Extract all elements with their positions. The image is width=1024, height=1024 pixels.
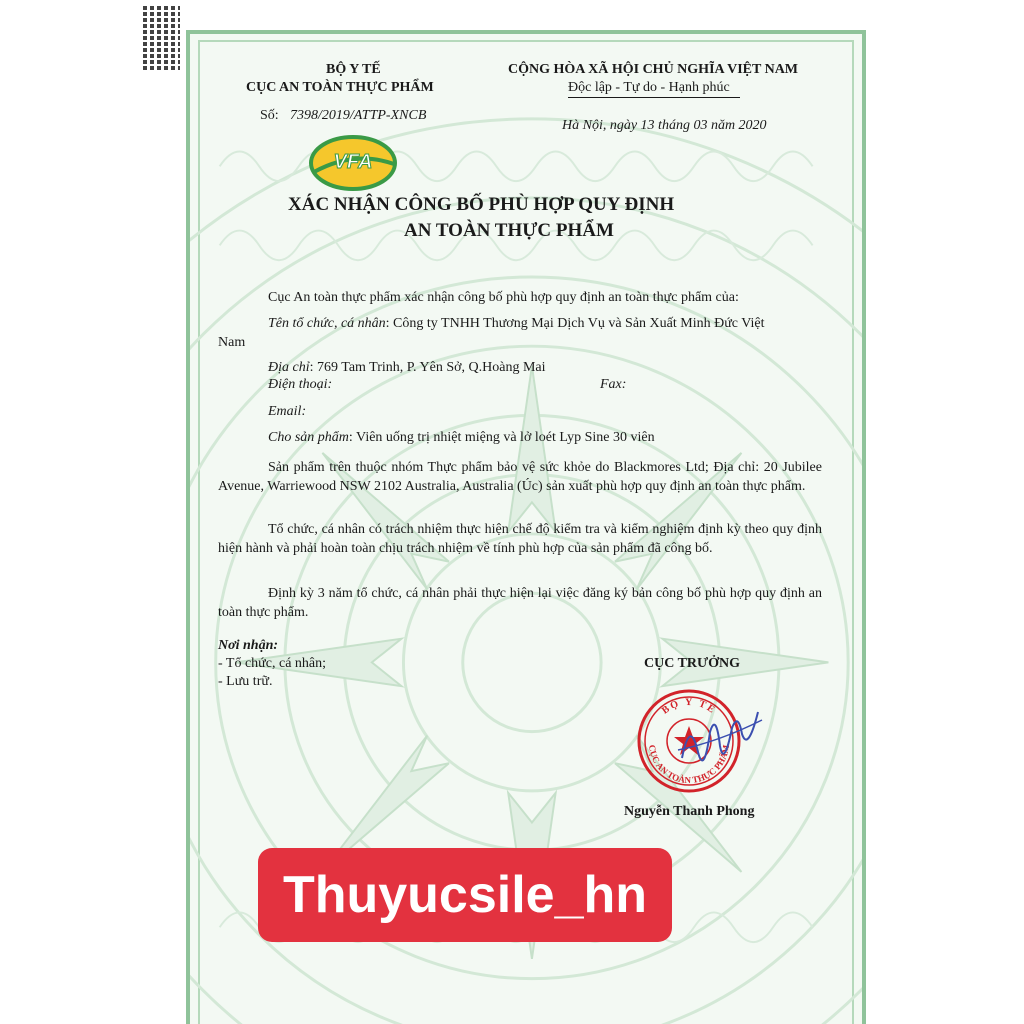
- country-name: CỘNG HÒA XÃ HỘI CHỦ NGHĨA VIỆT NAM: [508, 62, 799, 77]
- recipient-item: - Tổ chức, cá nhân;: [218, 656, 327, 671]
- address-line: [268, 360, 546, 376]
- stamp-top-text: BỘ Y TẾ: [659, 696, 719, 717]
- signer-role: CỤC TRƯỞNG: [644, 656, 741, 671]
- vfa-logo-text: VFA: [333, 151, 373, 173]
- issue-date: Hà Nội, ngày 13 tháng 03 năm 2020: [562, 118, 767, 133]
- product-line: [268, 430, 655, 446]
- address-value: : 769 Tam Trinh, P. Yên Sở, Q.Hoàng Mai: [309, 360, 546, 375]
- organization-value: : Công ty TNHH Thương Mại Dịch Vụ và Sản Xuất Minh Đức Việt: [385, 316, 765, 331]
- recipient-item: - Lưu trữ.: [218, 674, 273, 689]
- stamp-bottom-text: CỤC AN TOÀN THỰC PHẨM: [646, 744, 732, 786]
- vfa-logo: [308, 134, 398, 192]
- document-number: 7398/2019/ATTP-XNCB: [290, 108, 427, 123]
- fax-label: Fax:: [600, 377, 627, 392]
- address-label: Địa chỉ: [268, 360, 310, 375]
- organization-line: [268, 316, 765, 332]
- paragraph-manufacturer: Sản phẩm trên thuộc nhóm Thực phẩm bảo vệ sức khỏe do Blackmores Ltd; Địa chỉ: 20 Jubilee Avenue, Warriewood NSW 2102 Australia, Australia (Úc) sản xuất phù hợp quy định an toàn thực phẩm.: [218, 460, 822, 494]
- document-title-line2: AN TOÀN THỰC PHẨM: [404, 220, 614, 241]
- organization-label: Tên tổ chức, cá nhân: [268, 316, 386, 331]
- paragraph-responsibility: Tổ chức, cá nhân có trách nhiệm thực hiện chế độ kiểm tra và kiểm nghiệm định kỳ theo quy định hiện hành và phải hoàn toàn chịu trách nhiệm về tính phù hợp của sản phẩm đã công bố.: [218, 522, 822, 556]
- seller-watermark: Thuyucsile_hn: [258, 848, 672, 942]
- product-label: Cho sản phẩm: [268, 430, 349, 445]
- qr-code: [140, 6, 180, 72]
- paragraph-renewal: Định kỳ 3 năm tổ chức, cá nhân phải thực hiện lại việc đăng ký bản công bố phù hợp quy định an toàn thực phẩm.: [218, 586, 822, 620]
- phone-label: Điện thoại:: [268, 377, 333, 392]
- email-label: Email:: [268, 404, 307, 419]
- handwritten-signature: [676, 710, 766, 770]
- agency-name: CỤC AN TOÀN THỰC PHẨM: [246, 80, 434, 95]
- intro-text: Cục An toàn thực phẩm xác nhận công bố phù hợp quy định an toàn thực phẩm của:: [268, 290, 739, 305]
- national-motto: Độc lập - Tự do - Hạnh phúc: [568, 80, 740, 98]
- ministry-name: BỘ Y TẾ: [326, 62, 381, 77]
- organization-value-cont: Nam: [218, 335, 246, 350]
- document-number-label: Số:: [260, 108, 279, 123]
- product-value: : Viên uống trị nhiệt miệng và lở loét Lyp Sine 30 viên: [348, 430, 655, 445]
- recipients-label: Nơi nhận:: [218, 638, 279, 653]
- signer-name: Nguyễn Thanh Phong: [624, 804, 755, 819]
- document-title-line1: XÁC NHẬN CÔNG BỐ PHÙ HỢP QUY ĐỊNH: [288, 194, 675, 215]
